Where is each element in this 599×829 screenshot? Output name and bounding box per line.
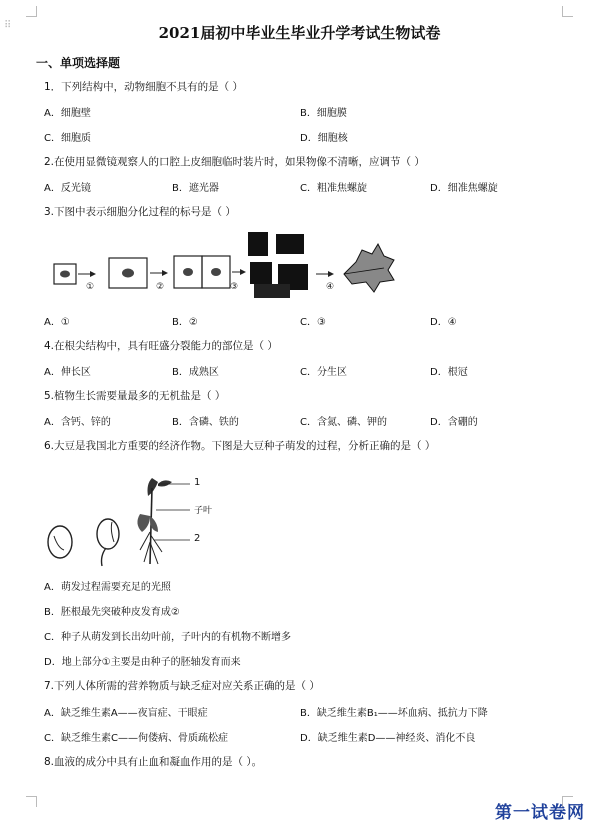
option-c: C．分生区 bbox=[300, 367, 347, 378]
option-c: C．③ bbox=[300, 317, 326, 328]
figure-label-1: 1 bbox=[194, 477, 201, 488]
option-b: B．遮光器 bbox=[172, 183, 219, 194]
option-a: A．① bbox=[44, 317, 70, 328]
section-title: 一、单项选择题 bbox=[36, 56, 121, 70]
page-title: 2021届初中毕业生毕业升学考试生物试卷 bbox=[158, 24, 441, 42]
option-a: A．含钙、锌的 bbox=[44, 417, 111, 428]
question-stem: 1．下列结构中，动物细胞不具有的是（ ） bbox=[44, 81, 244, 93]
option-a: A．萌发过程需要充足的光照 bbox=[44, 582, 171, 593]
option-a: A．细胞壁 bbox=[44, 108, 91, 119]
page-corner-mark bbox=[562, 6, 573, 17]
option-a: A．伸长区 bbox=[44, 367, 91, 378]
option-b: B．② bbox=[172, 317, 198, 328]
option-c: C．细胞质 bbox=[44, 133, 91, 144]
svg-text:④: ④ bbox=[326, 282, 335, 292]
option-d: D．细准焦螺旋 bbox=[430, 183, 498, 194]
page-corner-mark bbox=[26, 6, 37, 17]
option-a: A．缺乏维生素A——夜盲症、干眼症 bbox=[44, 708, 208, 719]
option-d: D．地上部分①主要是由种子的胚轴发育而来 bbox=[44, 657, 241, 668]
option-b: B．胚根最先突破种皮发育成② bbox=[44, 607, 180, 618]
figure-label-2: 2 bbox=[194, 533, 201, 544]
cell-differentiation-figure bbox=[44, 226, 404, 306]
option-c: C．缺乏维生素C——佝偻病、骨质疏松症 bbox=[44, 733, 228, 744]
option-d: D．④ bbox=[430, 317, 457, 328]
site-watermark: 第一试卷网 bbox=[495, 803, 585, 823]
figure-label-cotyledon: 子叶 bbox=[194, 506, 213, 516]
soybean-germination-figure bbox=[40, 470, 240, 570]
question-stem: 6.大豆是我国北方重要的经济作物。下图是大豆种子萌发的过程，分析正确的是（ ） bbox=[44, 440, 436, 452]
option-b: B．细胞膜 bbox=[300, 108, 347, 119]
option-d: D．缺乏维生素D——神经炎、消化不良 bbox=[300, 733, 476, 744]
question-stem: 2.在使用显微镜观察人的口腔上皮细胞临时装片时，如果物像不清晰，应调节（ ） bbox=[44, 156, 425, 168]
option-d: D．根冠 bbox=[430, 367, 468, 378]
option-b: B．成熟区 bbox=[172, 367, 219, 378]
page-corner-mark bbox=[26, 796, 37, 807]
option-d: D．含硼的 bbox=[430, 417, 478, 428]
option-c: C．种子从萌发到长出幼叶前，子叶内的有机物不断增多 bbox=[44, 632, 291, 643]
drag-handle-icon[interactable]: ⠿ bbox=[4, 20, 13, 31]
question-stem: 3.下图中表示细胞分化过程的标号是（ ） bbox=[44, 206, 236, 218]
option-b: B．含磷、铁的 bbox=[172, 417, 239, 428]
question-stem: 8.血液的成分中具有止血和凝血作用的是（ ）。 bbox=[44, 756, 263, 768]
option-c: C．粗准焦螺旋 bbox=[300, 183, 367, 194]
question-stem: 7.下列人体所需的营养物质与缺乏症对应关系正确的是（ ） bbox=[44, 680, 320, 692]
option-b: B．缺乏维生素B₁——坏血病、抵抗力下降 bbox=[300, 708, 488, 719]
option-d: D．细胞核 bbox=[300, 133, 348, 144]
question-stem: 5.植物生长需要量最多的无机盐是（ ） bbox=[44, 390, 226, 402]
svg-text:③: ③ bbox=[230, 282, 239, 292]
svg-text:②: ② bbox=[156, 282, 165, 292]
svg-text:①: ① bbox=[86, 282, 95, 292]
option-c: C．含氮、磷、钾的 bbox=[300, 417, 387, 428]
question-stem: 4.在根尖结构中，具有旺盛分裂能力的部位是（ ） bbox=[44, 340, 278, 352]
option-a: A．反光镜 bbox=[44, 183, 91, 194]
